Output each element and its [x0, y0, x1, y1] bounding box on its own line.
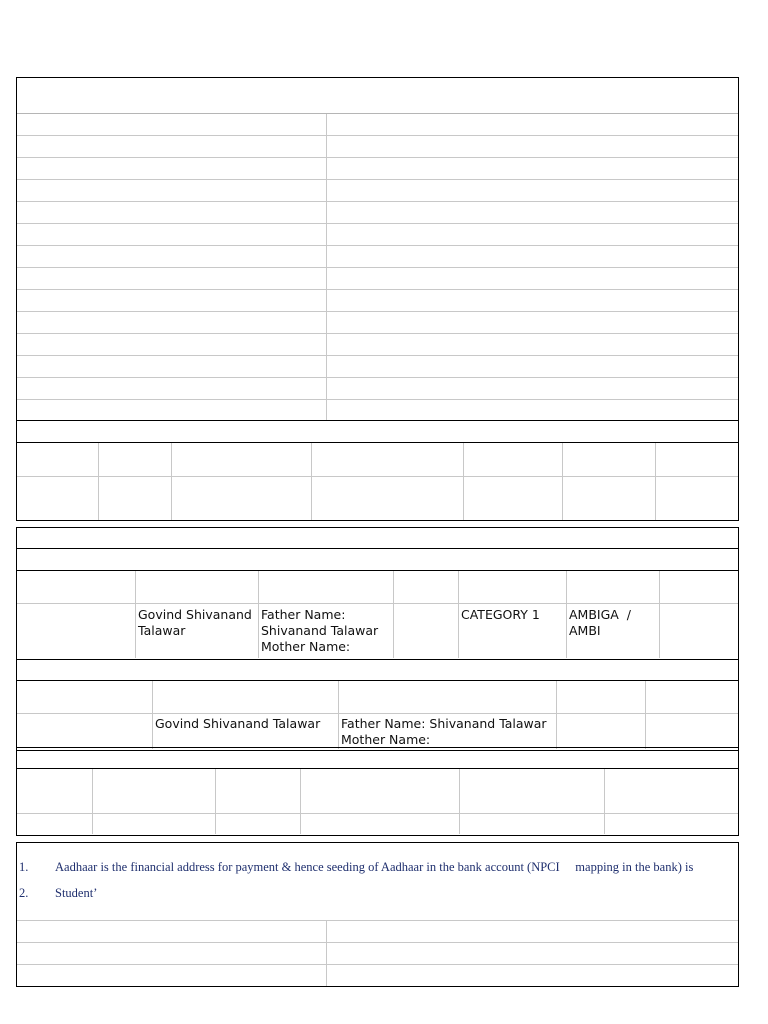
section-3-col-divider [393, 571, 394, 658]
section-5-col-divider [92, 769, 93, 834]
section-3-col-divider [135, 571, 136, 658]
section-3-table [16, 527, 739, 660]
section-5-title-divider [17, 768, 738, 769]
section-2-col-divider [171, 443, 172, 520]
info-table-header-divider [17, 113, 738, 114]
info-row-divider [17, 311, 738, 312]
father-name-label: Father Name: [261, 607, 346, 622]
info-row-divider [17, 267, 738, 268]
info-row-divider [17, 399, 738, 400]
notes-row-divider [17, 920, 738, 921]
section-4-col-divider [556, 681, 557, 749]
mother-name-label: Mother Name: [341, 732, 431, 747]
section-3-title-divider [17, 548, 738, 549]
section-2-col-divider [463, 443, 464, 520]
section-3-col-divider [566, 571, 567, 658]
section-5-col-divider [604, 769, 605, 834]
note-2-number: 2. [19, 886, 29, 900]
father-name-value: Shivanand Talawar [261, 623, 379, 638]
section-3-col-divider [258, 571, 259, 658]
info-row-divider [17, 201, 738, 202]
info-row-divider [17, 355, 738, 356]
student-name: Govind Shivanand Talawar [155, 716, 321, 731]
section-4-header-divider [17, 713, 738, 714]
note-2-text: Student’ [55, 886, 98, 900]
category-value: CATEGORY 1 [461, 607, 540, 622]
section-5-col-divider [215, 769, 216, 834]
notes-col-divider [326, 921, 327, 986]
info-row-divider [17, 333, 738, 334]
info-row-divider [17, 157, 738, 158]
section-4-col-divider [645, 681, 646, 749]
caste-value-line2: AMBI [569, 623, 601, 638]
section-2-col-divider [311, 443, 312, 520]
info-row-divider [17, 223, 738, 224]
section-2-col-divider [562, 443, 563, 520]
section-5-row-divider [17, 813, 738, 814]
section-4-col-divider [338, 681, 339, 749]
section-2-row-divider [17, 476, 738, 477]
section-3-col-divider [659, 571, 660, 658]
info-table [16, 77, 739, 421]
notes-row-divider [17, 942, 738, 943]
section-4-title-divider [17, 680, 738, 681]
section-2-title-divider [17, 442, 738, 443]
section-3-header-divider [17, 603, 738, 604]
section-2-col-divider [98, 443, 99, 520]
note-1-text: Aadhaar is the financial address for payment & hence seeding of Aadhaar in the bank account (NPCI mapping in the bank) is [55, 860, 694, 874]
section-5-table [16, 747, 739, 836]
father-name: Father Name: Shivanand Talawar [341, 716, 547, 731]
section-2-table [16, 420, 739, 521]
caste-value-line1: AMBIGA / [569, 607, 631, 622]
section-3-col-divider [458, 571, 459, 658]
info-row-divider [17, 179, 738, 180]
info-row-divider [17, 135, 738, 136]
section-3-subtitle-divider [17, 570, 738, 571]
section-5-col-divider [459, 769, 460, 834]
student-name: Govind Shivanand Talawar [138, 607, 252, 638]
section-5-col-divider [300, 769, 301, 834]
section-2-col-divider [655, 443, 656, 520]
info-row-divider [17, 377, 738, 378]
notes-row-divider [17, 964, 738, 965]
info-row-divider [17, 245, 738, 246]
mother-name-label: Mother Name: [261, 639, 351, 654]
info-row-divider [17, 289, 738, 290]
note-1-number: 1. [19, 860, 29, 874]
section-4-col-divider [152, 681, 153, 749]
